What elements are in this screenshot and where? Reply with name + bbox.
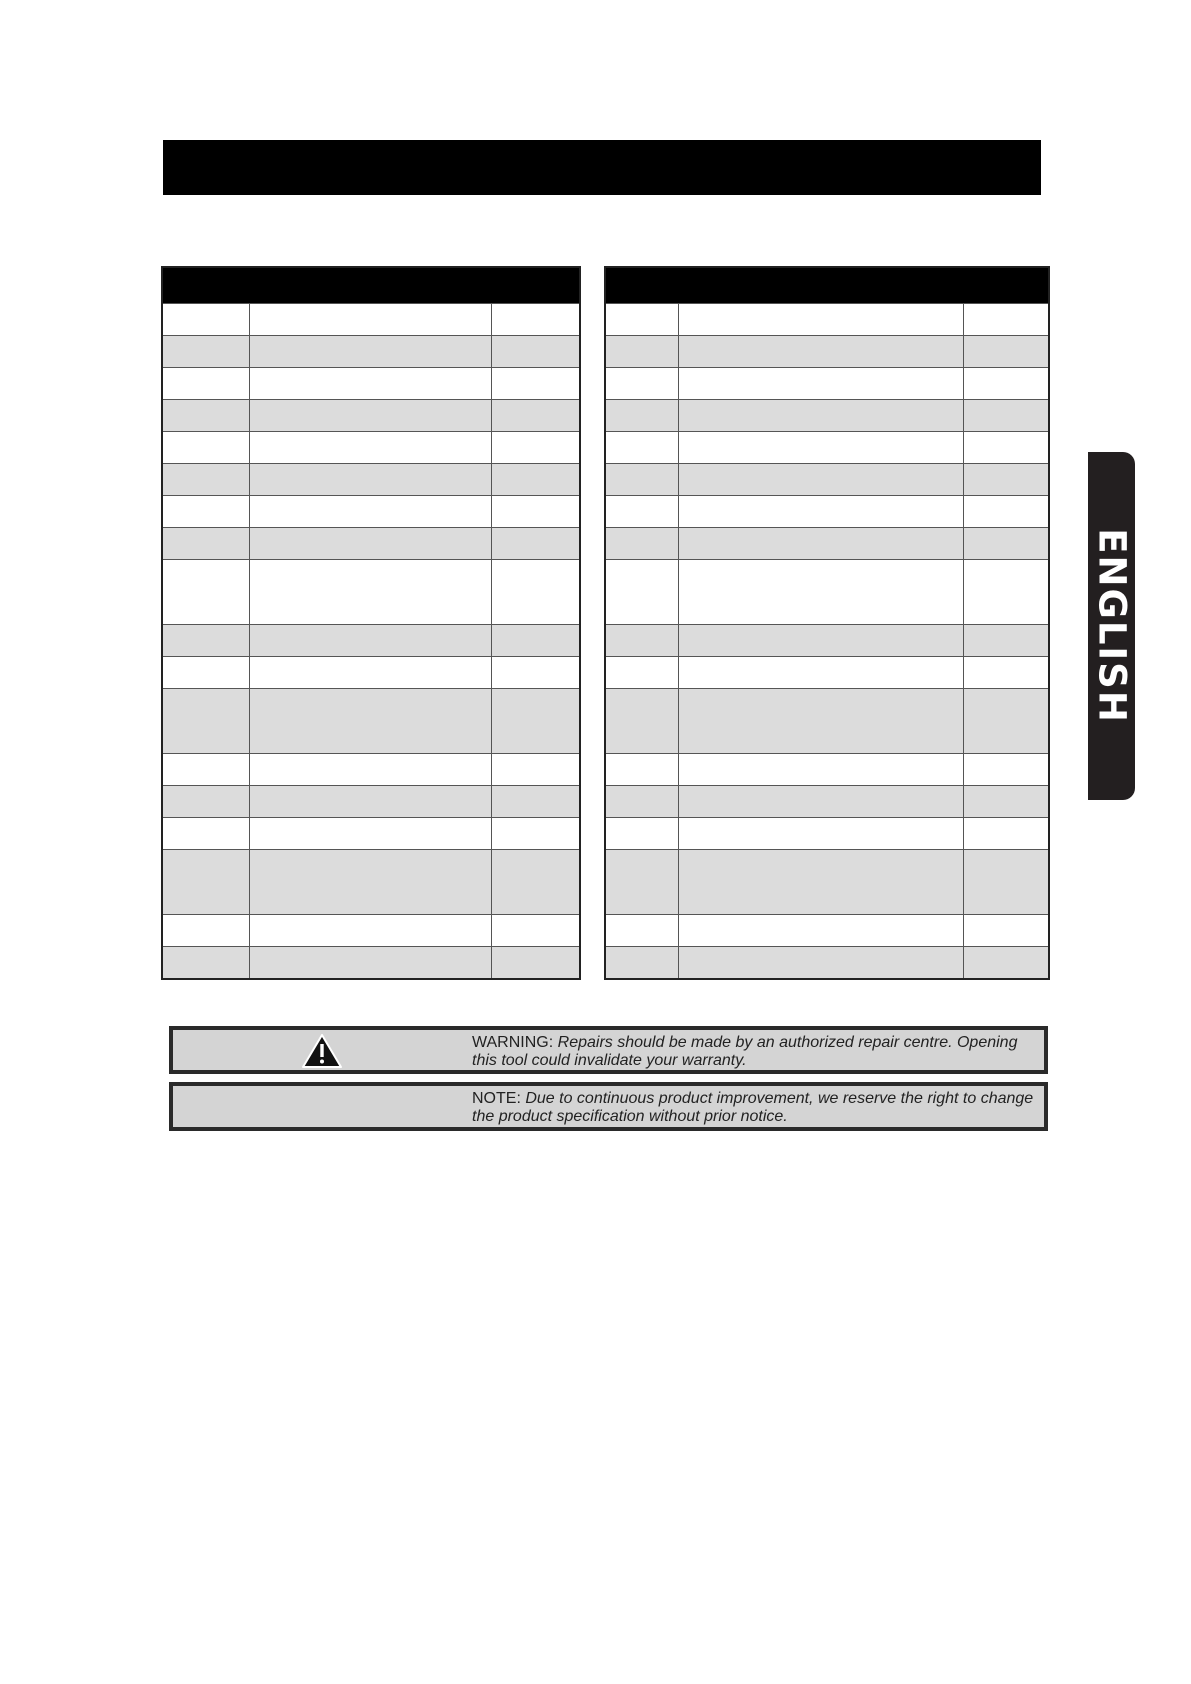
- quantity-cell: [963, 850, 1048, 914]
- part-number-cell: [163, 432, 249, 463]
- table-row: [606, 688, 1048, 753]
- description-cell: [249, 304, 491, 335]
- quantity-cell: [963, 336, 1048, 367]
- description-cell: [678, 496, 963, 527]
- part-number-cell: [606, 850, 678, 914]
- part-number-cell: [606, 432, 678, 463]
- description-cell: [678, 657, 963, 688]
- table-row: [606, 527, 1048, 559]
- quantity-cell: [963, 786, 1048, 817]
- description-cell: [249, 432, 491, 463]
- table-row: [163, 527, 579, 559]
- part-number-cell: [606, 336, 678, 367]
- description-cell: [249, 496, 491, 527]
- quantity-cell: [491, 818, 579, 849]
- table-row: [606, 849, 1048, 914]
- page-title-bar: [163, 140, 1041, 195]
- part-number-cell: [606, 754, 678, 785]
- quantity-cell: [963, 400, 1048, 431]
- description-cell: [678, 304, 963, 335]
- quantity-cell: [963, 496, 1048, 527]
- note-body: Due to continuous product improvement, we reserve the right to change the product specification without prior notice.: [472, 1090, 1034, 1125]
- part-number-cell: [163, 304, 249, 335]
- table-row: [606, 431, 1048, 463]
- description-cell: [678, 464, 963, 495]
- quantity-cell: [963, 915, 1048, 946]
- description-cell: [249, 368, 491, 399]
- quantity-cell: [963, 304, 1048, 335]
- part-number-cell: [163, 786, 249, 817]
- part-number-cell: [606, 464, 678, 495]
- warning-notice: [169, 1026, 1048, 1074]
- quantity-cell: [491, 754, 579, 785]
- quantity-cell: [491, 689, 579, 753]
- description-cell: [249, 400, 491, 431]
- description-cell: [678, 432, 963, 463]
- table-row: [606, 817, 1048, 849]
- note-notice: [169, 1082, 1048, 1131]
- warning-lead: WARNING:: [472, 1034, 554, 1051]
- language-tab-label: ENGLISH: [1090, 528, 1133, 724]
- table-row: [163, 463, 579, 495]
- warning-text: [472, 1034, 1040, 1070]
- quantity-cell: [963, 528, 1048, 559]
- part-number-cell: [163, 496, 249, 527]
- description-cell: [678, 368, 963, 399]
- description-cell: [678, 560, 963, 624]
- description-cell: [678, 400, 963, 431]
- quantity-cell: [963, 689, 1048, 753]
- table-row: [606, 946, 1048, 978]
- part-number-cell: [163, 689, 249, 753]
- quantity-cell: [491, 625, 579, 656]
- table-row: [163, 624, 579, 656]
- description-cell: [249, 625, 491, 656]
- quantity-cell: [963, 625, 1048, 656]
- quantity-cell: [491, 786, 579, 817]
- part-number-cell: [606, 560, 678, 624]
- part-number-cell: [606, 947, 678, 978]
- description-cell: [249, 915, 491, 946]
- quantity-cell: [963, 368, 1048, 399]
- part-number-cell: [163, 818, 249, 849]
- table-row: [606, 495, 1048, 527]
- part-number-cell: [163, 754, 249, 785]
- table-row: [606, 335, 1048, 367]
- table-row: [606, 656, 1048, 688]
- table-header: [163, 268, 579, 303]
- table-row: [163, 688, 579, 753]
- part-number-cell: [163, 915, 249, 946]
- table-row: [163, 559, 579, 624]
- quantity-cell: [491, 560, 579, 624]
- warning-body: Repairs should be made by an authorized repair centre. Opening this tool could invalidate your warranty.: [472, 1034, 1018, 1069]
- quantity-cell: [491, 432, 579, 463]
- table-row: [606, 914, 1048, 946]
- table-row: [163, 849, 579, 914]
- table-header: [606, 268, 1048, 303]
- table-row: [163, 753, 579, 785]
- description-cell: [678, 689, 963, 753]
- description-cell: [678, 786, 963, 817]
- quantity-cell: [491, 464, 579, 495]
- part-number-cell: [163, 464, 249, 495]
- part-number-cell: [163, 560, 249, 624]
- table-row: [163, 399, 579, 431]
- description-cell: [678, 528, 963, 559]
- description-cell: [249, 754, 491, 785]
- warning-triangle-icon: [301, 1033, 343, 1069]
- part-number-cell: [606, 818, 678, 849]
- part-number-cell: [606, 528, 678, 559]
- description-cell: [678, 625, 963, 656]
- part-number-cell: [606, 657, 678, 688]
- table-row: [606, 367, 1048, 399]
- quantity-cell: [491, 400, 579, 431]
- part-number-cell: [606, 786, 678, 817]
- quantity-cell: [491, 915, 579, 946]
- part-number-cell: [163, 947, 249, 978]
- description-cell: [249, 947, 491, 978]
- table-row: [606, 303, 1048, 335]
- table-row: [163, 817, 579, 849]
- parts-table-left: [161, 266, 581, 980]
- note-text: [472, 1090, 1040, 1126]
- description-cell: [678, 754, 963, 785]
- description-cell: [249, 850, 491, 914]
- description-cell: [249, 786, 491, 817]
- table-row: [606, 624, 1048, 656]
- quantity-cell: [491, 850, 579, 914]
- description-cell: [678, 915, 963, 946]
- language-tab: [1088, 452, 1135, 800]
- description-cell: [249, 818, 491, 849]
- table-row: [163, 946, 579, 978]
- part-number-cell: [606, 689, 678, 753]
- part-number-cell: [163, 625, 249, 656]
- description-cell: [678, 818, 963, 849]
- description-cell: [249, 528, 491, 559]
- quantity-cell: [963, 657, 1048, 688]
- part-number-cell: [606, 496, 678, 527]
- quantity-cell: [491, 368, 579, 399]
- table-row: [163, 303, 579, 335]
- part-number-cell: [606, 304, 678, 335]
- table-row: [163, 367, 579, 399]
- quantity-cell: [963, 464, 1048, 495]
- note-lead: NOTE:: [472, 1090, 521, 1107]
- quantity-cell: [963, 560, 1048, 624]
- table-row: [163, 431, 579, 463]
- description-cell: [249, 657, 491, 688]
- part-number-cell: [606, 625, 678, 656]
- quantity-cell: [491, 528, 579, 559]
- table-row: [606, 463, 1048, 495]
- table-row: [606, 559, 1048, 624]
- part-number-cell: [606, 400, 678, 431]
- part-number-cell: [606, 368, 678, 399]
- quantity-cell: [491, 657, 579, 688]
- table-row: [163, 656, 579, 688]
- table-row: [606, 399, 1048, 431]
- part-number-cell: [163, 850, 249, 914]
- description-cell: [249, 336, 491, 367]
- part-number-cell: [163, 400, 249, 431]
- table-row: [163, 914, 579, 946]
- quantity-cell: [963, 432, 1048, 463]
- description-cell: [678, 947, 963, 978]
- part-number-cell: [163, 657, 249, 688]
- quantity-cell: [491, 336, 579, 367]
- quantity-cell: [491, 947, 579, 978]
- table-row: [163, 785, 579, 817]
- quantity-cell: [963, 754, 1048, 785]
- quantity-cell: [491, 304, 579, 335]
- description-cell: [678, 336, 963, 367]
- description-cell: [249, 689, 491, 753]
- parts-table-right: [604, 266, 1050, 980]
- table-row: [163, 495, 579, 527]
- description-cell: [249, 560, 491, 624]
- table-row: [606, 753, 1048, 785]
- part-number-cell: [163, 528, 249, 559]
- quantity-cell: [963, 947, 1048, 978]
- quantity-cell: [491, 496, 579, 527]
- quantity-cell: [963, 818, 1048, 849]
- description-cell: [249, 464, 491, 495]
- part-number-cell: [606, 915, 678, 946]
- description-cell: [678, 850, 963, 914]
- part-number-cell: [163, 336, 249, 367]
- table-row: [606, 785, 1048, 817]
- table-row: [163, 335, 579, 367]
- part-number-cell: [163, 368, 249, 399]
